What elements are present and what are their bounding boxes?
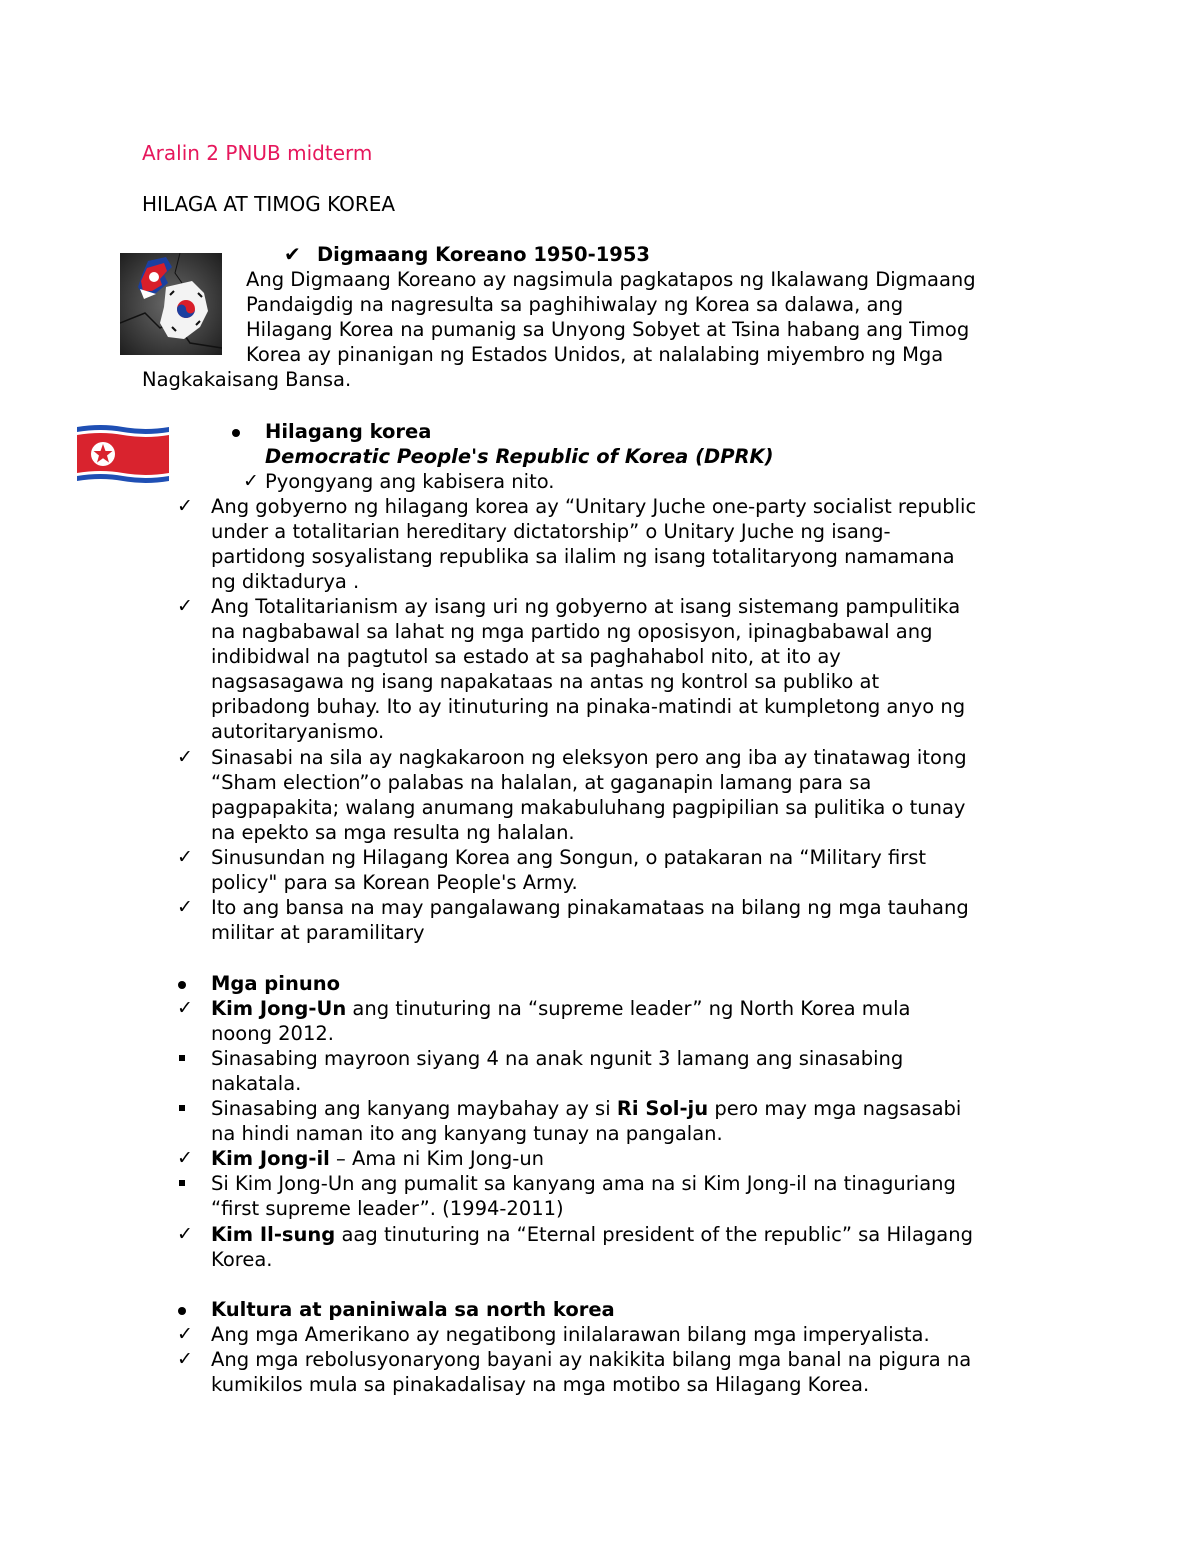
list-item-line: Ang gobyerno ng hilagang korea ay “Unitary Juche one-party socialist republic	[211, 495, 977, 518]
leader-line	[211, 1222, 973, 1247]
culture-line: Ang mga Amerikano ay negatibong inilalarawan bilang mga imperyalista.	[211, 1323, 930, 1346]
list-item-line: pribadong buhay. Ito ay itinuturing na pinaka-matindi at kumpletong anyo ng	[211, 695, 966, 718]
list-item-line: na epekto sa mga resulta ng halalan.	[211, 821, 575, 844]
check-icon: ✓	[177, 1223, 193, 1245]
check-icon: ✓	[243, 470, 259, 492]
leader-line: na hindi naman ito ang kanyang tunay na pangalan.	[211, 1122, 723, 1145]
leader-name: Kim Jong-il	[211, 1147, 330, 1170]
bullet-icon	[232, 429, 240, 437]
list-item-line: Sinasabi na sila ay nagkakaroon ng eleksyon pero ang iba ay tinatawag itong	[211, 746, 967, 769]
check-icon: ✓	[177, 595, 193, 617]
leader-line: “first supreme leader”. (1994-2011)	[211, 1197, 564, 1220]
culture-line: kumikilos mula sa pinakadalisay na mga motibo sa Hilagang Korea.	[211, 1373, 870, 1396]
list-item-line: nagsasagawa ng isang napakataas na antas ng kontrol sa publiko at	[211, 670, 880, 693]
paragraph-line: Pandaigdig na nagresulta sa paghihiwalay ng Korea sa dalawa, ang	[246, 293, 904, 316]
list-item-line: pagpapakita; walang anumang makabuluhang pagpipilian sa pulitika o tunay	[211, 796, 966, 819]
section-heading-north-korea: Hilagang korea	[265, 420, 432, 443]
leader-description: – Ama ni Kim Jong-un	[329, 1147, 545, 1170]
list-item-line: autoritaryanismo.	[211, 720, 385, 743]
leader-name: Kim Il-sung	[211, 1223, 336, 1246]
list-item-line: Ito ang bansa na may pangalawang pinakamataas na bilang ng mga tauhang	[211, 896, 969, 919]
check-icon: ✓	[177, 997, 193, 1019]
list-item-line: Sinusundan ng Hilagang Korea ang Songun, o patakaran na “Military first	[211, 846, 927, 869]
list-item-line: ng diktadurya .	[211, 570, 360, 593]
paragraph-line: Ang Digmaang Koreano ay nagsimula pagkatapos ng Ikalawang Digmaang	[246, 268, 976, 291]
paragraph-line: Korea ay pinanigan ng Estados Unidos, at nalalabing miyembro ng Mga	[246, 343, 944, 366]
official-name: Democratic People's Republic of Korea (DPRK)	[265, 445, 774, 468]
check-icon: ✓	[177, 746, 193, 768]
capital-text: Pyongyang ang kabisera nito.	[265, 470, 555, 493]
check-icon: ✓	[177, 1147, 193, 1169]
square-bullet-icon	[179, 1180, 185, 1186]
square-bullet-icon	[179, 1105, 185, 1111]
check-icon: ✓	[177, 846, 193, 868]
check-icon: ✔	[284, 242, 301, 266]
leader-line: Sinasabing mayroon siyang 4 na anak ngunit 3 lamang ang sinasabing	[211, 1047, 904, 1070]
leader-line	[211, 1096, 961, 1121]
list-item-line: “Sham election”o palabas na halalan, at gaganapin lamang para sa	[211, 771, 872, 794]
list-item-line: policy" para sa Korean People's Army.	[211, 871, 578, 894]
document-title: Aralin 2 PNUB midterm	[142, 141, 373, 165]
bullet-icon	[178, 981, 186, 989]
list-item-line: under a totalitarian hereditary dictatorship” o Unitary Juche ng isang-	[211, 520, 891, 543]
paragraph-line: Hilagang Korea na pumanig sa Unyong Sobyet at Tsina habang ang Timog	[246, 318, 970, 341]
section-heading-culture: Kultura at paniniwala sa north korea	[211, 1298, 615, 1321]
section-heading-korean-war: Digmaang Koreano 1950-1953	[317, 243, 650, 266]
wife-pre: Sinasabing ang kanyang maybahay ay si	[211, 1097, 617, 1120]
wife-post: pero may mga nagsasabi	[708, 1097, 962, 1120]
culture-line: Ang mga rebolusyonaryong bayani ay nakikita bilang mga banal na pigura na	[211, 1348, 972, 1371]
leader-line: Si Kim Jong-Un ang pumalit sa kanyang ama na si Kim Jong-il na tinaguriang	[211, 1172, 956, 1195]
leader-description: ang tinuturing na “supreme leader” ng North Korea mula	[346, 997, 911, 1020]
leader-line: nakatala.	[211, 1072, 302, 1095]
list-item-line: indibidwal na pagtutol sa estado at sa paghahabol nito, at ito ay	[211, 645, 841, 668]
list-item-line: Ang Totalitarianism ay isang uri ng gobyerno at isang sistemang pampulitika	[211, 595, 961, 618]
check-icon: ✓	[177, 1348, 193, 1370]
list-item-line: na nagbabawal sa lahat ng mga partido ng oposisyon, ipinagbabawal ang	[211, 620, 933, 643]
leader-description: aag tinuturing na “Eternal president of the republic” sa Hilagang	[335, 1223, 973, 1246]
list-item-line: partidong sosyalistang republika sa ilalim ng isang totalitaryong namamana	[211, 545, 955, 568]
leader-line: Korea.	[211, 1248, 273, 1271]
bullet-icon	[178, 1307, 186, 1315]
korea-split-map-image	[120, 253, 222, 355]
wife-name: Ri Sol-ju	[616, 1097, 709, 1120]
north-korea-flag	[75, 423, 171, 485]
check-icon: ✓	[177, 896, 193, 918]
leader-line	[211, 996, 911, 1021]
page-heading: HILAGA AT TIMOG KOREA	[142, 192, 396, 216]
check-icon: ✓	[177, 1323, 193, 1345]
paragraph-line: Nagkakaisang Bansa.	[142, 368, 352, 391]
leader-line	[211, 1146, 544, 1171]
leader-name: Kim Jong-Un	[211, 997, 347, 1020]
leader-line: noong 2012.	[211, 1022, 334, 1045]
check-icon: ✓	[177, 495, 193, 517]
square-bullet-icon	[179, 1055, 185, 1061]
list-item-line: militar at paramilitary	[211, 921, 425, 944]
section-heading-leaders: Mga pinuno	[211, 972, 340, 995]
